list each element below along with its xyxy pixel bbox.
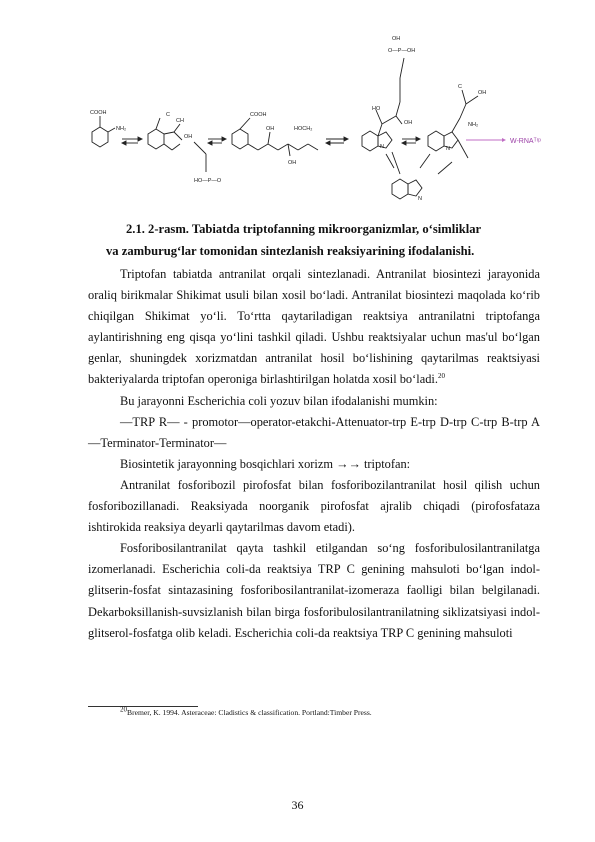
paragraph-6: Fosforibosilantranilat qayta tashkil etilgandan so‘ng fosforibulosilantranilatga izomerlanadi. Escherichia coli-da reaktsiya TRP C genining mahsuloti bo‘lgan indol-glitserin-fosfat sintazasining fosforibosilantranilat-izomeraza faolligi bilan belgilanadi. Dekarboksillanish-suvsizlanish bilan birga fosforibulosilantranilatning siklizatsiyasi indol-glitserol-fosfatga olib keladi. Escherichia coli-da reaktsiya TRP C genining mahsuloti <box>88 541 540 640</box>
figure-caption-line1: 2.1. 2-rasm. Tabiatda triptofanning mikroorganizmlar, o‘simliklar <box>126 222 482 236</box>
page-number: 36 <box>291 798 304 812</box>
indole-ring-1 <box>362 131 378 151</box>
label-n-1: N <box>380 144 384 150</box>
label-oh-2: OH <box>266 126 275 132</box>
label-product: W-RNAᵀʳᵖ <box>510 138 541 145</box>
label-oh-1: OH <box>184 134 193 140</box>
label-cooh-1: COOH <box>90 110 107 116</box>
indole-ring-3 <box>428 131 444 151</box>
footnote-ref: 20 <box>437 372 445 381</box>
paragraph-1 <box>88 264 540 391</box>
indole-ring-2 <box>392 179 408 199</box>
benzene-ring-1 <box>92 127 108 147</box>
label-nh2-2: NH₂ <box>468 122 479 128</box>
paragraph-4: Biosintetik jarayonning bosqichlari xorizm →→ triptofan: <box>120 456 411 471</box>
benzene-ring-3 <box>232 129 248 149</box>
reaction-scheme-figure <box>82 32 552 214</box>
footnote-number: 20 <box>120 705 127 714</box>
benzene-ring-2 <box>148 129 164 149</box>
label-oh-5: OH <box>478 90 487 96</box>
label-o-p-oh: O—P—OH <box>388 48 416 54</box>
label-cooh-2: COOH <box>250 112 267 118</box>
label-ch-1: CH <box>176 118 184 124</box>
paragraph-5: Antranilat fosforibozil pirofosfat bilan fosforibozilantranilat hosil qilish uchun fosforibozillanadi. Reaksiyada noorganik pirofosfat ajralib chiqadi (pirofosfataza ishtirokida reaksiya deyarli qaytarilmas davom etadi). <box>88 477 540 535</box>
label-nh2-1: NH₂ <box>116 126 127 132</box>
label-oh-3: OH <box>288 160 297 166</box>
reaction-scheme-svg <box>82 32 552 214</box>
label-ho-p-1: HO—P—O <box>194 178 222 184</box>
label-ho-1: HO <box>372 106 381 112</box>
body-text <box>88 264 540 644</box>
label-n-3: N <box>418 196 422 202</box>
footnote <box>120 707 440 718</box>
paragraph-1-text: Triptofan tabiatda antranilat orqali sintezlanadi. Antranilat biosintezi jarayonida oraliq birikmalar Shikimat usuli bilan xosil bo‘ladi. Antranilat biosintezi maqolada ko‘rib chiqilgan Shikimat yo‘li. To‘rtta qaytariladigan reaktsiya antranilatni triptofanga aylantirishning eng qisqa yo‘lini tashkil qiladi. Ushbu reaktsiyalar uchun mas'ul bo‘lgan genlar, shuningdek xorizmatdan antranilat hosil bo‘lishining qaytarilmas reaktsiyasi bakteriyalarda triptofan operoniga birlashtirilgan holatda xosil bo‘ladi. <box>88 267 540 387</box>
label-c-2: C <box>458 84 462 90</box>
label-n-2: N <box>446 146 450 152</box>
label-oh-4: OH <box>404 120 413 126</box>
figure-caption-line2: va zamburug‘lar tomonidan sintezlanish reaksiyarining ifodalanishi. <box>106 244 475 258</box>
footnote-text: Bremer, K. 1994. Asteraceae: Cladistics & classification. Portland:Timber Press. <box>127 708 372 717</box>
label-oh-top: OH <box>392 36 401 42</box>
paragraph-3: —TRP R— - promotor—operator-etakchi-Attenuator-trp E-trp D-trp C-trp B-trp A—Terminator-Terminator— <box>88 414 540 450</box>
label-c-1: C <box>166 112 170 118</box>
paragraph-2: Bu jarayonni Escherichia coli yozuv bilan ifodalanishi mumkin: <box>120 393 438 408</box>
label-hoch-1: HOCH₂ <box>294 126 313 132</box>
